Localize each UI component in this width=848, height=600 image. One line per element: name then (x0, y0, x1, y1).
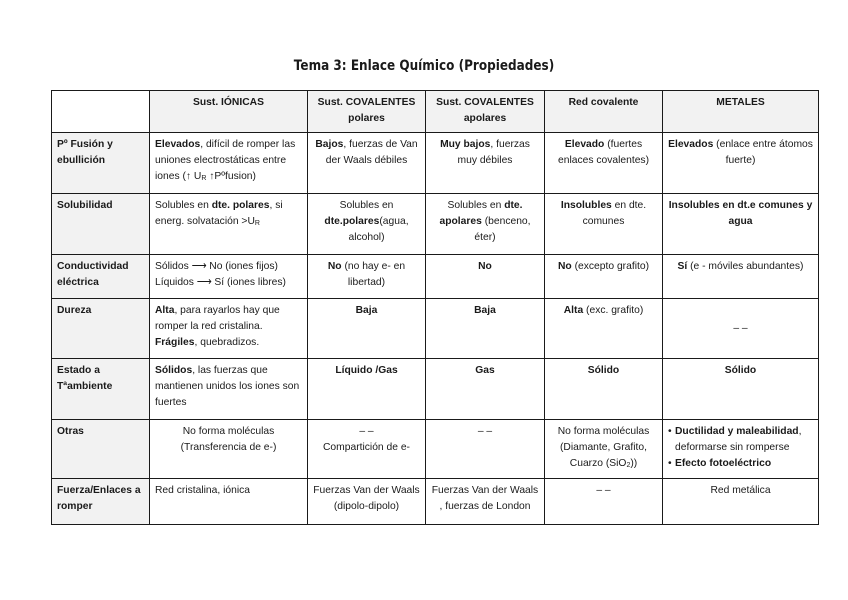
header-corner-cell (52, 91, 150, 133)
cell-dureza-polares: Baja (308, 299, 426, 359)
cell-conductividad-metales: Sí (e - móviles abundantes) (663, 255, 819, 299)
cell-estado-red: Sólido (545, 359, 663, 420)
cell-otras-metales (663, 420, 819, 479)
row-label-solubilidad: Solubilidad (52, 194, 150, 255)
row-otras (52, 420, 819, 479)
list-item: • Efecto fotoeléctrico (668, 456, 813, 472)
cell-estado-metales: Sólido (663, 359, 819, 420)
cell-solubilidad-metales: Insolubles en dt.e comunes y agua (663, 194, 819, 255)
row-label-dureza: Dureza (52, 299, 150, 359)
header-ionicas: Sust. IÓNICAS (150, 91, 308, 133)
cell-otras-apolares: – – (426, 420, 545, 479)
cell-conductividad-apolares: No (426, 255, 545, 299)
header-covalentes-apolares: Sust. COVALENTES apolares (426, 91, 545, 133)
cell-fuerza-metales: Red metálica (663, 479, 819, 525)
cell-dureza-red: Alta (exc. grafito) (545, 299, 663, 359)
row-label-fuerza: Fuerza/Enlaces a romper (52, 479, 150, 525)
cell-estado-apolares: Gas (426, 359, 545, 420)
row-label-conductividad: Conductividad eléctrica (52, 255, 150, 299)
cell-fuerza-ionicas: Red cristalina, iónica (150, 479, 308, 525)
row-dureza (52, 299, 819, 359)
row-conductividad (52, 255, 819, 299)
cell-otras-red: No forma moléculas (Diamante, Grafito, Cuarzo (SiO2)) (545, 420, 663, 479)
cell-fusion-red: Elevado (fuertes enlaces covalentes) (545, 133, 663, 194)
properties-table (51, 90, 819, 525)
cell-solubilidad-apolares: Solubles en dte. apolares (benceno, éter) (426, 194, 545, 255)
cell-dureza-apolares: Baja (426, 299, 545, 359)
cell-fusion-metales: Elevados (enlace entre átomos fuerte) (663, 133, 819, 194)
cell-fusion-apolares: Muy bajos, fuerzas muy débiles (426, 133, 545, 194)
list-item: • Ductilidad y maleabilidad, deformarse sin romperse (668, 424, 813, 456)
row-label-fusion: Pº Fusión y ebullición (52, 133, 150, 194)
header-red-covalente: Red covalente (545, 91, 663, 133)
row-estado (52, 359, 819, 420)
page-title: Tema 3: Enlace Químico (Propiedades) (293, 58, 555, 74)
cell-fuerza-red: – – (545, 479, 663, 525)
row-label-estado: Estado a Tªambiente (52, 359, 150, 420)
cell-otras-polares: – – Compartición de e- (308, 420, 426, 479)
cell-solubilidad-ionicas: Solubles en dte. polares, si energ. solvatación >UR (150, 194, 308, 255)
row-fuerza (52, 479, 819, 525)
row-label-otras: Otras (52, 420, 150, 479)
metales-properties-list (668, 424, 813, 472)
header-row (52, 91, 819, 133)
row-fusion (52, 133, 819, 194)
cell-conductividad-red: No (excepto grafito) (545, 255, 663, 299)
cell-fuerza-apolares: Fuerzas Van der Waals , fuerzas de London (426, 479, 545, 525)
header-covalentes-polares: Sust. COVALENTES polares (308, 91, 426, 133)
cell-conductividad-polares: No (no hay e- en libertad) (308, 255, 426, 299)
cell-estado-ionicas: Sólidos, las fuerzas que mantienen unidos los iones son fuertes (150, 359, 308, 420)
cell-solubilidad-red: Insolubles en dte. comunes (545, 194, 663, 255)
cell-fuerza-polares: Fuerzas Van der Waals (dipolo-dipolo) (308, 479, 426, 525)
cell-dureza-ionicas: Alta, para rayarlos hay que romper la red cristalina. Frágiles, quebradizos. (150, 299, 308, 359)
header-metales: METALES (663, 91, 819, 133)
cell-fusion-ionicas: Elevados, difícil de romper las uniones electrostáticas entre iones (↑ UR ↑Pºfusion) (150, 133, 308, 194)
cell-estado-polares: Líquido /Gas (308, 359, 426, 420)
cell-fusion-polares: Bajos, fuerzas de Van der Waals débiles (308, 133, 426, 194)
cell-otras-ionicas: No forma moléculas (Transferencia de e-) (150, 420, 308, 479)
cell-dureza-metales: – – (663, 299, 819, 359)
row-solubilidad (52, 194, 819, 255)
cell-conductividad-ionicas: Sólidos ⟶ No (iones fijos) Líquidos ⟶ Sí (iones libres) (150, 255, 308, 299)
cell-solubilidad-polares: Solubles en dte.polares(agua, alcohol) (308, 194, 426, 255)
